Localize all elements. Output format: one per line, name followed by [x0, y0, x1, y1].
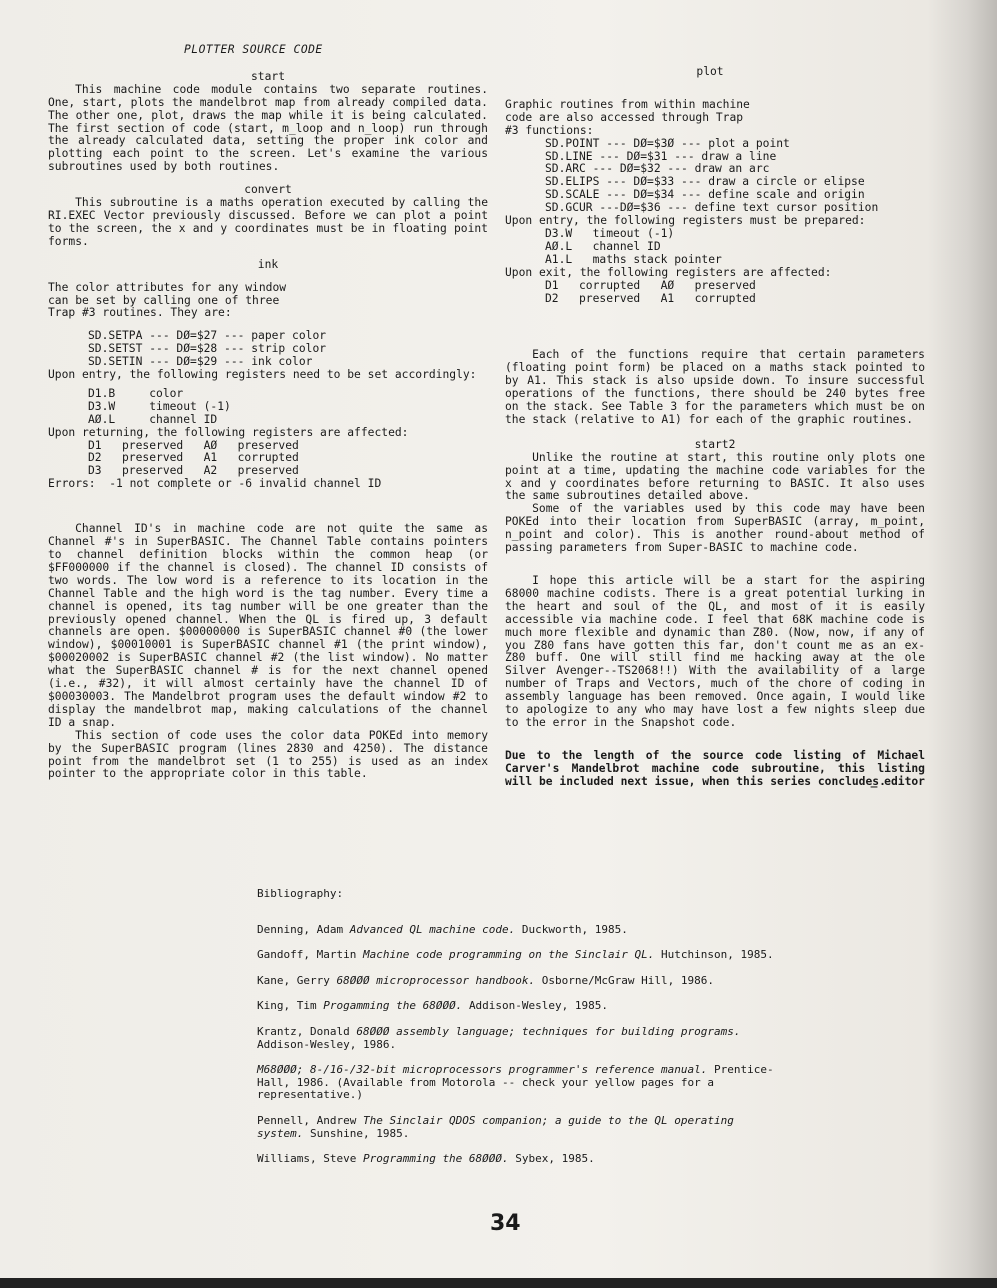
plot-intro: Graphic routines from within machine code are also accessed through Trap #3 functions: — [505, 97, 750, 137]
entry-publisher: Addison-Wesley, 1986. — [257, 1037, 397, 1051]
list-item: D3 preserved A2 preserved — [88, 464, 299, 478]
list-item: AØ.L channel ID — [88, 412, 218, 426]
list-item: D1 preserved AØ preserved — [88, 438, 299, 452]
list-item: SD.ARC --- DØ=$32 --- draw an arc — [545, 162, 770, 176]
plot-exit-text: Upon exit, the following registers are affected: — [505, 265, 832, 279]
bibliography-entry — [257, 1115, 777, 1140]
plot-entry-register-list — [505, 228, 925, 267]
entry-author: Kane, Gerry — [257, 973, 330, 987]
entry-publisher: Hutchinson, 1985. — [661, 948, 774, 962]
entry-author: Gandoff, Martin — [257, 948, 357, 962]
editor-note: Due to the length of the source code listing of Michael Carver's Mandelbrot machine code subroutine, this listing will be included next issue, when this series concludes. — [505, 748, 925, 788]
left-column — [48, 44, 488, 781]
plot-exit-register-list — [505, 280, 925, 306]
entry-publisher: Sybex, 1985. — [515, 1152, 595, 1166]
page-number: 34 — [490, 1211, 521, 1236]
entry-title: 68ØØØ microprocessor handbook. — [336, 973, 536, 987]
plot-entry-text: Upon entry, the following registers must be prepared: — [505, 214, 866, 228]
editor-signature: _ editor — [870, 774, 925, 788]
start2-paragraph: Unlike the routine at start, this routine only plots one point at a time, updating the machine code variables for the x and y coordinates before returning to BASIC. It also uses the same subroutines detailed above. — [505, 450, 925, 503]
list-item: D2 preserved A1 corrupted — [545, 291, 756, 305]
entry-register-list — [48, 388, 488, 427]
list-item: AØ.L channel ID — [545, 239, 661, 253]
list-item: SD.POINT --- DØ=$3Ø --- plot a point — [545, 136, 790, 150]
entry-author: Williams, Steve — [257, 1152, 357, 1166]
convert-paragraph: This subroutine is a maths operation executed by calling the RI.EXEC Vector previously discussed. Before we can plot a point to the screen, the x and y coordinates must be in floating point forms. — [48, 196, 488, 248]
bibliography-entry — [257, 1153, 777, 1166]
convert-heading: convert — [244, 183, 292, 197]
bibliography-entry — [257, 1000, 777, 1013]
bibliography-entry — [257, 975, 777, 988]
entry-author: Denning, Adam — [257, 922, 344, 936]
list-item: SD.SETPA --- DØ=$27 --- paper color — [88, 329, 327, 343]
list-item: D2 preserved A1 corrupted — [88, 451, 299, 465]
entry-publisher: Sunshine, 1985. — [309, 1126, 410, 1140]
ink-intro: The color attributes for any window can be set by calling one of three Trap #3 routines. They are: — [48, 280, 287, 320]
list-item: D1 corrupted AØ preserved — [545, 278, 756, 292]
list-item: SD.GCUR ---DØ=$36 --- define text cursor position — [545, 201, 879, 215]
list-item: SD.SETST --- DØ=$28 --- strip color — [88, 342, 327, 356]
entry-title: Progamming the 68ØØØ. — [323, 999, 463, 1013]
entry-title: The Sinclair QDOS companion; a guide to the QL operating system. — [257, 1113, 734, 1140]
entry-title: Programming the 68ØØØ. — [362, 1152, 509, 1166]
entry-author: Krantz, Donald — [257, 1024, 350, 1038]
entry-publisher: Duckworth, 1985. — [521, 922, 628, 936]
plot-heading: plot — [696, 65, 724, 78]
return-register-list — [48, 440, 488, 479]
bibliography-entry — [257, 1064, 777, 1102]
errors-line: Errors: -1 not complete or -6 invalid channel ID — [48, 477, 382, 491]
list-item: SD.SETIN --- DØ=$29 --- ink color — [88, 355, 313, 369]
entry-publisher: Addison-Wesley, 1985. — [468, 999, 609, 1013]
page-edge — [0, 1278, 997, 1288]
entry-author: King, Tim — [257, 999, 317, 1013]
entry-publisher: Osborne/McGraw Hill, 1986. — [541, 973, 714, 987]
return-text: Upon returning, the following registers are affected: — [48, 425, 409, 439]
page-title: PLOTTER SOURCE CODE — [184, 43, 323, 56]
entry-author: Pennell, Andrew — [257, 1113, 357, 1127]
list-item: SD.LINE --- DØ=$31 --- draw a line — [545, 149, 777, 163]
entry-text: Upon entry, the following registers need to be set accordingly: — [48, 368, 477, 382]
list-item: SD.ELIPS --- DØ=$33 --- draw a circle or elipse — [545, 175, 865, 189]
start2-heading: start2 — [694, 437, 736, 451]
list-item: A1.L maths stack pointer — [545, 252, 722, 266]
bibliography-entry — [257, 949, 777, 962]
bibliography-entry — [257, 1026, 777, 1051]
start-paragraph: This machine code module contains two separate routines. One, start, plots the mandelbrot map from already compiled data. The other one, plot, draws the map while it is being calculated. The first section of code (start, m_loop and n_loop) run through the already calculated data, setting the proper ink color and plotting each point to the screen. Let's examine the various subroutines used by both routines. — [48, 82, 488, 174]
bibliography — [257, 888, 777, 1179]
start-heading: start — [250, 69, 285, 83]
channel-paragraph: Channel ID's in machine code are not quite the same as Channel #'s in SuperBASIC. The Channel Table contains pointers to channel definition blocks within the common heap (or $FF000000 if the channel is closed). The channel ID consists of two words. The low word is a reference to its location in the Channel Table and the high word is the tag number. Every time a channel is opened, its tag number will be one greater than the previously opened channel. When the QL is fired up, 3 default channels are open. $00000000 is SuperBASIC channel #0 (the lower window), $00010001 is SuperBASIC channel #1 (the print window), $00020002 is SuperBASIC channel #2 (the list window). No matter what the SuperBASIC channel # is for the next channel opened (i.e., #32), it will almost certainly have the channel ID of $00030003. The Mandelbrot program uses the default window #2 to display the mandelbrot map, making calculations of the channel ID a snap. — [48, 522, 488, 729]
list-item: SD.SCALE --- DØ=$34 --- define scale and origin — [545, 188, 865, 202]
functions-paragraph: Each of the functions require that certain parameters (floating point form) be placed on a maths stack pointed to by A1. This stack is also upside down. To insure successful operations of the functions, there should be 240 bytes free on the stack. See Table 3 for the parameters which must be on the stack (relative to A1) for each of the graphic routines. — [505, 348, 925, 426]
entry-publisher: Prentice-Hall, 1986. (Available from Motorola -- check your yellow pages for a representative.) — [257, 1063, 774, 1102]
entry-title: 68ØØØ assembly language; techniques for building programs. — [356, 1024, 741, 1038]
ink-trap-list — [48, 330, 488, 369]
entry-title: Machine code programming on the Sinclair QL. — [362, 948, 655, 962]
ink-heading: ink — [257, 257, 279, 271]
poked-paragraph: Some of the variables used by this code may have been POKEd into their location from SuperBASIC (array, m_point, n_point and color). This is another round-about method of passing parameters from Super-BASIC to machine code. — [505, 502, 925, 555]
bibliography-heading: Bibliography: — [257, 887, 344, 900]
entry-title: M68ØØØ; 8-/16-/32-bit microprocessors programmer's reference manual. — [257, 1063, 708, 1077]
list-item: D3.W timeout (-1) — [88, 399, 231, 413]
color-paragraph: This section of code uses the color data POKEd into memory by the SuperBASIC program (lines 2830 and 4250). The distance point from the mandelbrot set (1 to 255) is used as an index pointer to the appropriate color in this table. — [48, 728, 488, 781]
plot-trap-list — [505, 138, 925, 215]
conclusion-paragraph: I hope this article will be a start for the aspiring 68000 machine codists. There is a great potential lurking in the heart and soul of the QL, and most of it is easily accessible via machine code. I feel that 68K machine code is much more flexible and dynamic than Z80. (Now, now, if any of you Z80 fans have gotten this far, don't count me as an ex-Z80 buff. One will still find me hacking away at the ole Silver Avenger--TS2068!!) With the availability of a large number of Traps and Vectors, much of the chore of coding in assembly language has been removed. Once again, I would like to apologize to any who may have lost a few nights sleep due to the error in the Snapshot code. — [505, 574, 925, 729]
bibliography-entry — [257, 924, 777, 937]
right-column — [505, 66, 925, 789]
list-item: D1.B color — [88, 386, 184, 400]
list-item: D3.W timeout (-1) — [545, 226, 675, 240]
entry-title: Advanced QL machine code. — [349, 922, 516, 936]
